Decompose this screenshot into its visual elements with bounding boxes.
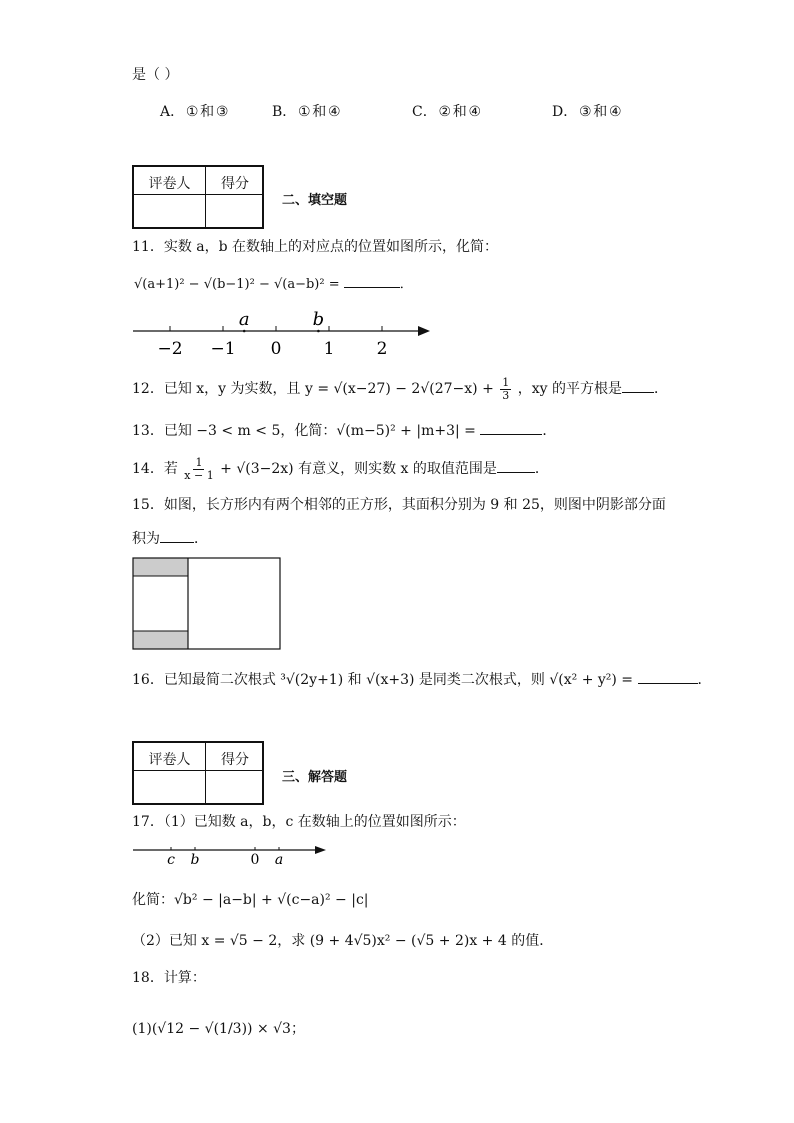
score-table-section-3 <box>132 741 264 805</box>
fraction-one-over-x-minus-1: $\frac{1}{x - 1}$ <box>184 456 214 482</box>
question-16: 16．已知最简二次根式 ³√(2y+1) 和 √(x+3) 是同类二次根式，则 √(x² + y²) = ． <box>132 672 712 688</box>
option-a: A． ① 和 ③ <box>160 104 229 120</box>
rectangle-squares-figure <box>132 557 282 651</box>
answer-blank <box>638 671 698 684</box>
answer-blank <box>622 380 654 393</box>
answer-blank <box>480 422 542 435</box>
question-11-text: 11．实数 a，b 在数轴上的对应点的位置如图所示，化简： <box>132 239 499 255</box>
score-label: 得分 <box>221 176 249 192</box>
number-line-q17 <box>130 838 335 870</box>
point-label-b: b <box>190 852 200 868</box>
point-label-a: a <box>274 852 284 868</box>
point-marker <box>317 330 320 333</box>
point-marker <box>243 330 246 333</box>
answer-blank <box>160 530 194 543</box>
question-17-part-2: （2）已知 x = √5 − 2，求 (9 + 4√5)x² − (√5 + 2)x + 4 的值． <box>132 933 554 949</box>
question-17-text: 17．（1）已知数 a，b，c 在数轴上的位置如图所示： <box>132 814 466 830</box>
number-line-q11 <box>130 305 440 360</box>
score-label: 得分 <box>221 752 249 768</box>
grader-label: 评卷人 <box>148 176 191 192</box>
option-d: D． ③ 和 ④ <box>552 104 622 120</box>
question-15-line-1: 15．如图，长方形内有两个相邻的正方形，其面积分别为 9 和 25，则图中阴影部分面 <box>132 497 666 513</box>
question-18-text: 18．计算： <box>132 970 206 986</box>
option-b: B． ① 和 ④ <box>272 104 341 120</box>
point-label-a: a <box>238 309 250 330</box>
question-14: 14．若 $\frac{1}{x - 1}$ + √(3−2x) 有意义，则实数 x 的取值范围是 ． <box>132 456 549 482</box>
section-2-title: 二、填空题 <box>282 193 348 208</box>
point-label-b: b <box>312 309 325 330</box>
question-11-expression: √(a+1)² − √(b−1)² − √(a−b)² = ． <box>134 277 413 292</box>
point-label-0: 0 <box>250 852 260 868</box>
question-18-part-1: (1)(√12 − √(1/3)) × √3； <box>132 1021 305 1037</box>
fraction-one-third: $\frac{1}{3}$ <box>502 376 510 402</box>
tick-label: 1 <box>323 339 335 359</box>
section-3-title: 三、解答题 <box>282 770 348 785</box>
option-c: C． ② 和 ④ <box>412 104 481 120</box>
tick-label: −2 <box>157 339 183 359</box>
question-13: 13．已知 −3 < m < 5，化简：√(m−5)² + |m+3| = ． <box>132 423 557 439</box>
tick-label: 0 <box>270 339 282 359</box>
tick-label: 2 <box>376 339 388 359</box>
tick-label: −1 <box>210 339 236 359</box>
question-15-line-2: 积为 ． <box>132 531 208 547</box>
grader-label: 评卷人 <box>148 752 191 768</box>
question-12: 12．已知 x，y 为实数，且 y = √(x−27) − 2√(27−x) + $\frac{1}{3}$ ，xy 的平方根是 ． <box>132 376 668 402</box>
score-table-section-2 <box>132 165 264 229</box>
point-label-c: c <box>167 852 175 868</box>
question-17-simplify: 化简：√b² − |a−b| + √(c−a)² − |c| <box>132 892 369 908</box>
answer-blank <box>344 275 400 288</box>
question-10-tail: 是（ ） <box>132 67 179 83</box>
answer-blank <box>497 460 535 473</box>
